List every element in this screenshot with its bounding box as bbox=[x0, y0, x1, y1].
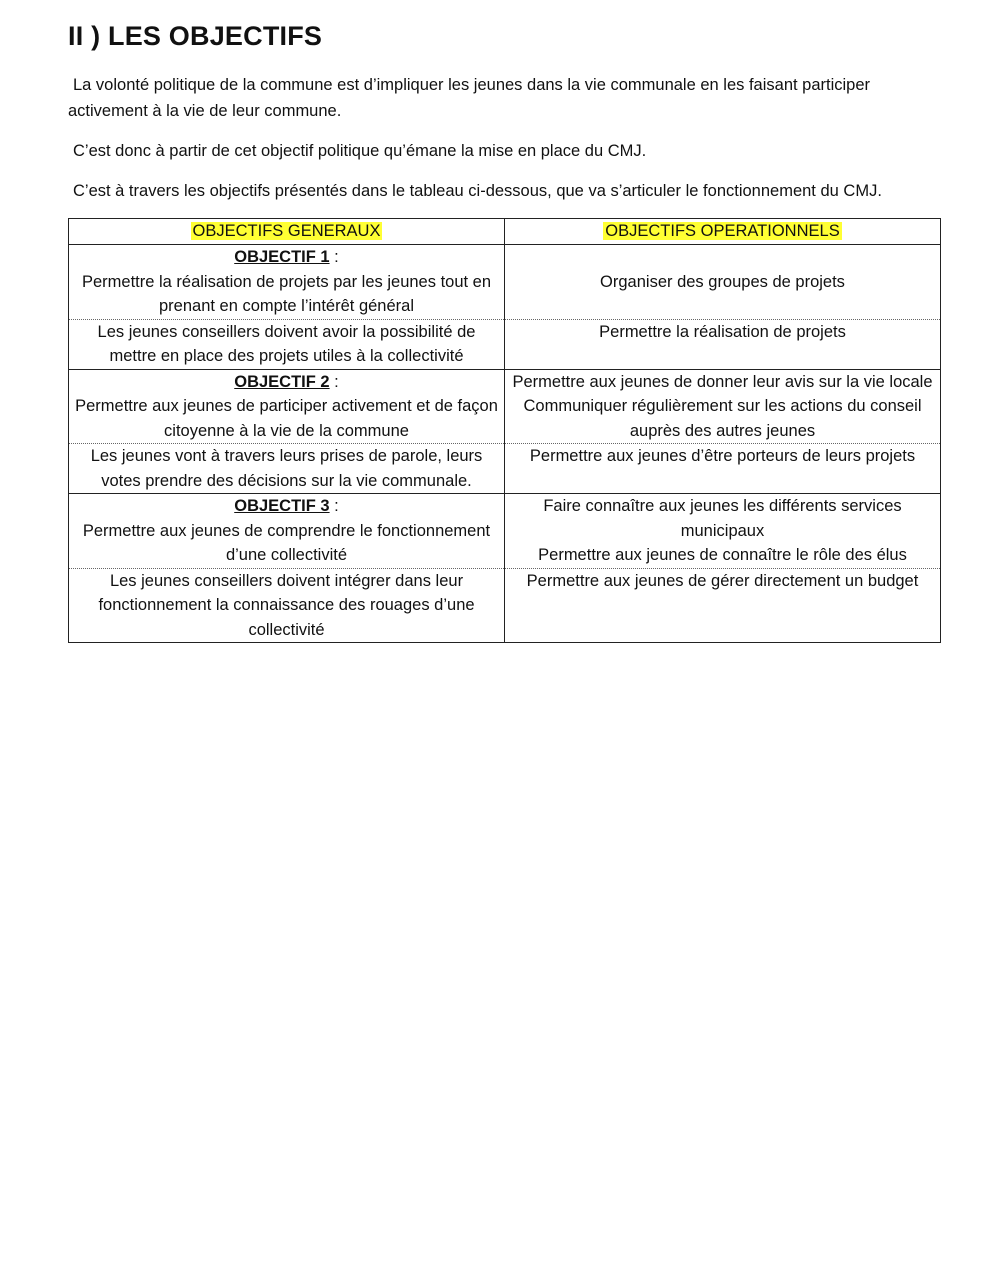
objective-2-suffix: : bbox=[329, 372, 339, 391]
objective-1-cell bbox=[69, 245, 505, 320]
objective-1-label: OBJECTIF 1 bbox=[234, 248, 330, 266]
objective-2-operational: Permettre aux jeunes de donner leur avis sur la vie locale Communiquer régulièrement sur les actions du conseil auprès des autres jeunes bbox=[505, 369, 941, 444]
detail-1-general: Les jeunes conseillers doivent avoir la possibilité de mettre en place des projets utiles à la collectivité bbox=[69, 319, 505, 369]
objective-2-label: OBJECTIF 2 bbox=[234, 372, 330, 391]
intro-paragraph-2-text: C’est donc à partir de cet objectif politique qu’émane la mise en place du CMJ. bbox=[73, 142, 647, 160]
intro-paragraph-3-text: C’est à travers les objectifs présentés dans le tableau ci-dessous, que va s’articuler le fonctionnement du CMJ. bbox=[73, 182, 882, 200]
objective-3-text: Permettre aux jeunes de comprendre le fonctionnement d’une collectivité bbox=[82, 521, 491, 564]
objective-1-suffix: : bbox=[329, 248, 339, 266]
table-header-row bbox=[69, 219, 941, 245]
header-operational-label: OBJECTIFS OPERATIONNELS bbox=[605, 222, 840, 241]
objective-3-suffix: : bbox=[329, 497, 339, 515]
header-general bbox=[69, 219, 505, 245]
detail-2-operational: Permettre aux jeunes d’être porteurs de leurs projets bbox=[505, 444, 941, 494]
intro-paragraph-2 bbox=[68, 138, 941, 164]
table-row bbox=[69, 568, 941, 643]
table-row bbox=[69, 245, 941, 320]
table-row bbox=[69, 444, 941, 494]
detail-3-operational: Permettre aux jeunes de gérer directement un budget bbox=[505, 568, 941, 643]
objective-2-text: Permettre aux jeunes de participer activement et de façon citoyenne à la vie de la commune bbox=[75, 397, 498, 440]
section-title: II ) LES OBJECTIFS bbox=[68, 21, 323, 51]
objective-2-cell bbox=[69, 369, 505, 444]
table-row bbox=[69, 369, 941, 444]
intro-paragraph-1 bbox=[68, 72, 941, 124]
detail-3-general: Les jeunes conseillers doivent intégrer dans leur fonctionnement la connaissance des rouages d’une collectivité bbox=[69, 568, 505, 643]
detail-2-general: Les jeunes vont à travers leurs prises de parole, leurs votes prendre des décisions sur la vie communale. bbox=[69, 444, 505, 494]
objective-3-label: OBJECTIF 3 bbox=[234, 497, 330, 515]
header-general-label: OBJECTIFS GENERAUX bbox=[192, 222, 381, 241]
table-row bbox=[69, 319, 941, 369]
intro-paragraph-1-text: La volonté politique de la commune est d’impliquer les jeunes dans la vie communale en les faisant participer activement à la vie de leur commune. bbox=[68, 76, 871, 120]
objectives-table bbox=[68, 218, 941, 643]
objective-3-cell bbox=[69, 494, 505, 569]
objective-3-operational bbox=[505, 494, 941, 569]
objective-1-text: Permettre la réalisation de projets par les jeunes tout en prenant en compte l’intérêt général bbox=[81, 272, 492, 315]
objective-1-operational: Organiser des groupes de projets bbox=[505, 245, 941, 320]
header-operational bbox=[505, 219, 941, 245]
objective-3-operational-line-2: Permettre aux jeunes de connaître le rôle des élus bbox=[538, 546, 907, 564]
table-row bbox=[69, 494, 941, 569]
detail-1-operational: Permettre la réalisation de projets bbox=[505, 319, 941, 369]
intro-paragraph-3 bbox=[68, 178, 941, 204]
document-page bbox=[68, 18, 941, 643]
objective-3-operational-line-1: Faire connaître aux jeunes les différents services municipaux bbox=[543, 497, 902, 540]
